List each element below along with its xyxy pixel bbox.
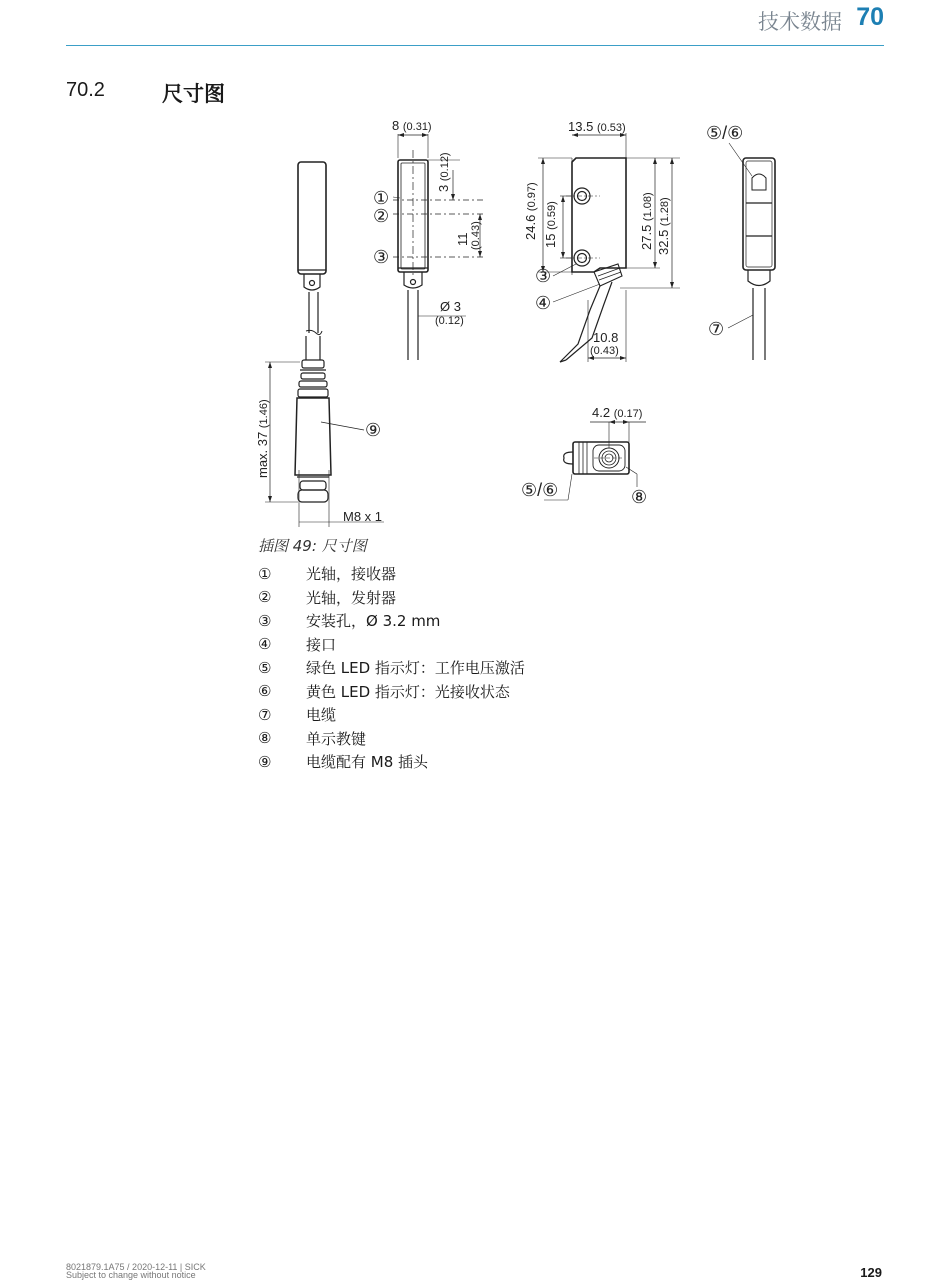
callout-2: ②: [373, 206, 390, 226]
legend-text: 接口: [306, 635, 337, 654]
header-title: 技术数据: [758, 10, 842, 34]
callout-5-6-rear: ⑤/⑥: [706, 123, 744, 143]
legend-text: 安装孔，Ø 3.2 mm: [306, 612, 441, 631]
legend-item: [258, 680, 525, 704]
dim-max37: max. 37 (1.46): [255, 399, 270, 478]
dim-width-8: 8 (0.31): [392, 118, 432, 133]
dim-m8: M8 x 1: [343, 509, 383, 524]
chapter-number: 70: [856, 3, 884, 31]
legend-mark: ⑥: [258, 682, 272, 701]
callout-7: ⑦: [708, 319, 725, 339]
footer-notice: Subject to change without notice: [66, 1270, 196, 1280]
dim-27-5: 27.5 (1.08): [639, 192, 654, 250]
dim-24-6: 24.6 (0.97): [523, 182, 538, 240]
figure-caption: 插图 49: 尺寸图: [258, 537, 367, 555]
legend-text: 光轴，发射器: [306, 588, 397, 607]
dim-32-5: 32.5 (1.28): [656, 197, 671, 255]
dim-width-13-5: 13.5 (0.53): [568, 119, 626, 134]
callout-1: ①: [373, 188, 390, 208]
legend-text: 电缆: [306, 706, 337, 725]
legend-text: 绿色 LED 指示灯：工作电压激活: [306, 659, 525, 678]
legend-mark: ⑧: [258, 729, 272, 748]
legend-item: [258, 727, 525, 751]
section-number: 70.2: [66, 79, 105, 101]
sensor-rear-view: [728, 143, 775, 360]
legend-text: 黄色 LED 指示灯：光接收状态: [306, 682, 510, 701]
legend-mark: ③: [258, 611, 272, 630]
legend-item: [258, 656, 525, 680]
page-number: 129: [860, 1265, 882, 1280]
legend-text: 光轴，接收器: [306, 565, 397, 584]
section-title: 尺寸图: [162, 82, 225, 106]
dim-11: 11: [455, 232, 470, 246]
callout-3-profile: ③: [535, 266, 552, 286]
legend-mark: ⑨: [258, 752, 272, 771]
legend-item: [258, 750, 525, 774]
sensor-side-view: [265, 162, 384, 527]
dim-10-8-inch: (0.43): [590, 345, 619, 357]
dim-10-8: 10.8: [593, 330, 619, 345]
callout-4: ④: [535, 293, 552, 313]
legend-text: 单示教键: [306, 729, 367, 748]
legend-item: [258, 586, 525, 610]
callout-8: ⑧: [631, 487, 648, 507]
footer-doc-id: 8021879.1A75 / 2020-12-11 | SICK: [66, 1262, 206, 1272]
callout-5-6-top: ⑤/⑥: [521, 480, 559, 500]
legend-item: [258, 562, 525, 586]
legend-text: 电缆配有 M8 插头: [306, 753, 429, 772]
legend-mark: ①: [258, 564, 272, 583]
dim-15: 15 (0.59): [543, 201, 558, 248]
dim-11-inch: (0.43): [470, 221, 482, 250]
dim-3: 3 (0.12): [436, 152, 451, 192]
footer-info: [66, 1263, 206, 1279]
dim-4-2: 4.2 (0.17): [592, 405, 643, 420]
legend-list: [258, 562, 525, 774]
dim-diameter-3: Ø 3: [440, 299, 461, 314]
legend-item: [258, 703, 525, 727]
dimension-drawing: [0, 0, 950, 540]
callout-3: ③: [373, 247, 390, 267]
legend-mark: ②: [258, 588, 272, 607]
legend-mark: ⑦: [258, 705, 272, 724]
dim-diameter-3-inch: (0.12): [435, 315, 464, 327]
legend-item: [258, 609, 525, 633]
legend-mark: ④: [258, 635, 272, 654]
legend-item: [258, 633, 525, 657]
callout-9: ⑨: [365, 420, 382, 440]
legend-mark: ⑤: [258, 658, 272, 677]
